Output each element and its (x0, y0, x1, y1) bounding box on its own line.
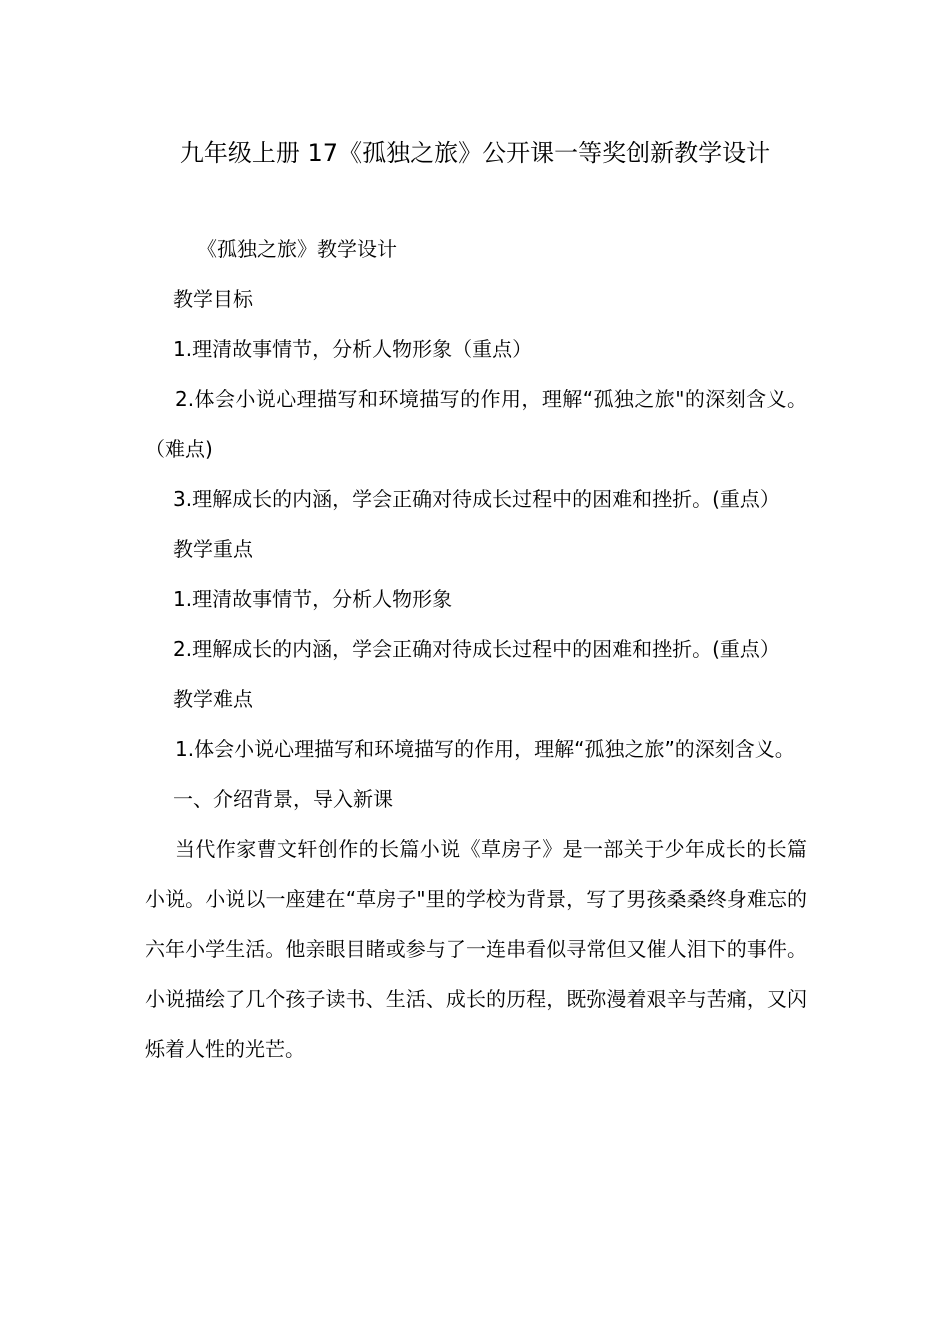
difficulty-item: 1.体会小说心理描写和环境描写的作用，理解“孤独之旅”的深刻含义。 (175, 737, 795, 761)
objective-item: 2.体会小说心理描写和环境描写的作用，理解“孤独之旅"的深刻含义。（难点) (145, 387, 807, 461)
objective-item: 3.理解成长的内涵，学会正确对待成长过程中的困难和挫折。(重点） (173, 487, 780, 511)
section-heading-objectives: 教学目标 (173, 287, 253, 311)
objective-item: 1.理清故事情节，分析人物形象（重点） (173, 337, 533, 361)
section-heading-key-points: 教学重点 (173, 537, 253, 561)
document-body (145, 224, 807, 1074)
section-heading-introduction: 一、介绍背景，导入新课 (173, 787, 393, 811)
section-heading-difficulties: 教学难点 (173, 687, 253, 711)
subtitle: 《孤独之旅》教学设计 (197, 237, 397, 261)
key-point-item: 2.理解成长的内涵，学会正确对待成长过程中的困难和挫折。(重点） (173, 637, 780, 661)
body-paragraph: 当代作家曹文轩创作的长篇小说《草房子》是一部关于少年成长的长篇小说。小说以一座建在“草房子"里的学校为背景，写了男孩桑桑终身难忘的六年小学生活。他亲眼目睹或参与了一连串看似寻常但又催人泪下的事件。小说描绘了几个孩子读书、生活、成长的历程，既弥漫着艰辛与苦痛，又闪烁着人性的光芒。 (145, 837, 807, 1061)
key-point-item: 1.理清故事情节，分析人物形象 (173, 587, 453, 611)
document-title: 九年级上册 17《孤独之旅》公开课一等奖创新教学设计 (179, 139, 771, 167)
